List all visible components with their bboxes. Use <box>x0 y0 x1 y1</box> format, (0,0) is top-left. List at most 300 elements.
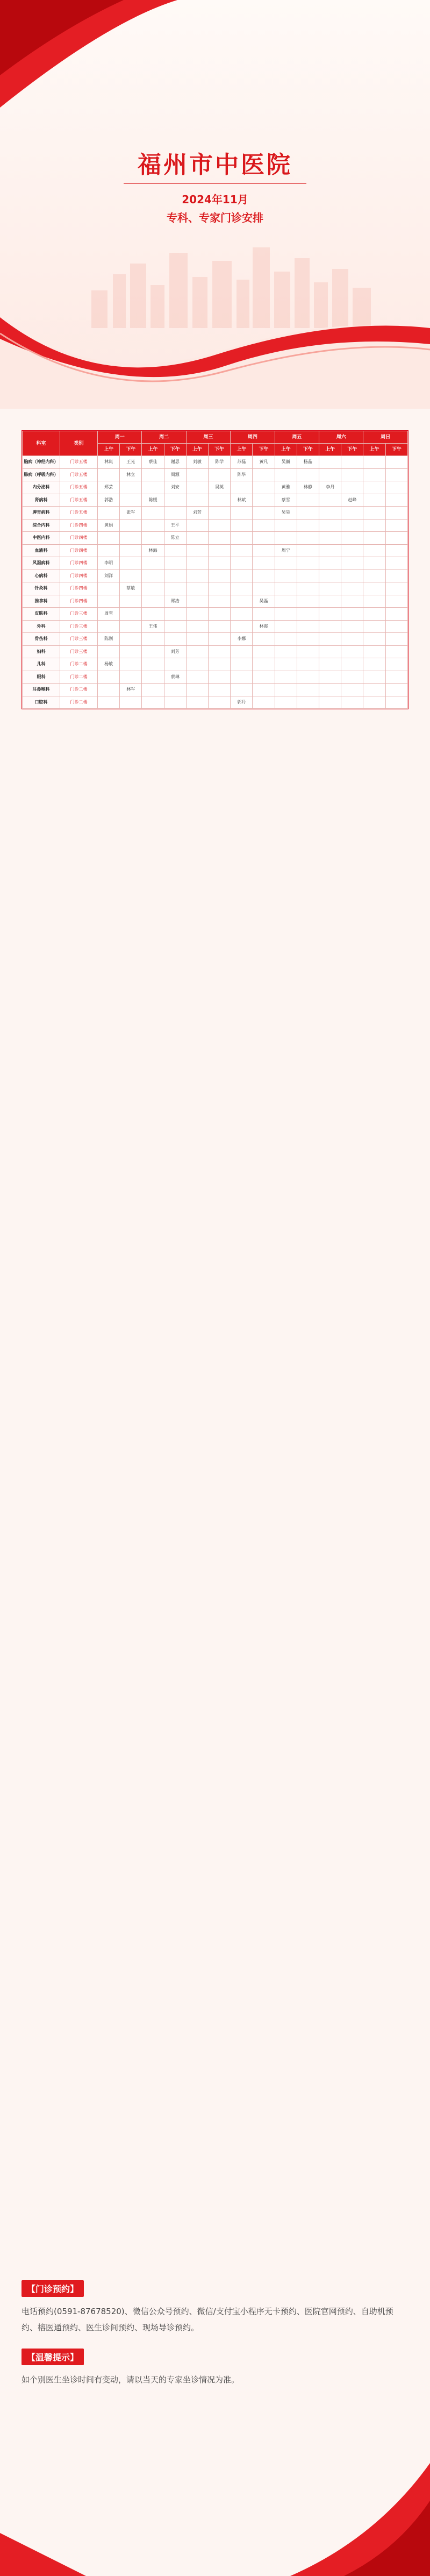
doctor-cell <box>297 468 319 481</box>
doctor-cell <box>186 633 208 646</box>
doctor-cell <box>297 595 319 608</box>
doctor-cell <box>297 684 319 696</box>
doctor-cell: 李娜 <box>231 633 253 646</box>
doctor-cell <box>319 519 341 532</box>
doctor-cell <box>385 595 407 608</box>
doctor-cell: 林军 <box>120 684 142 696</box>
dept-cell: 推拿科 <box>23 595 60 608</box>
doctor-cell <box>385 481 407 494</box>
type-cell: 门诊四楼 <box>60 544 98 557</box>
doctor-cell: 郭浩 <box>98 494 120 507</box>
doctor-cell <box>142 696 164 709</box>
table-row <box>23 456 408 469</box>
table-row <box>23 468 408 481</box>
doctor-cell <box>231 481 253 494</box>
header-type: 类别 <box>60 431 98 456</box>
doctor-cell <box>253 696 275 709</box>
doctor-cell <box>319 494 341 507</box>
doctor-cell <box>275 468 297 481</box>
doctor-cell <box>98 532 120 545</box>
doctor-cell: 周源 <box>164 468 186 481</box>
dept-cell: 口腔科 <box>23 696 60 709</box>
doctor-cell <box>341 507 363 520</box>
doctor-cell <box>120 645 142 658</box>
dept-cell: 风湿病科 <box>23 557 60 570</box>
doctor-cell <box>275 684 297 696</box>
doctor-cell: 刘安 <box>164 481 186 494</box>
header-pm: 下午 <box>164 444 186 456</box>
doctor-cell <box>363 582 385 595</box>
doctor-cell <box>319 671 341 684</box>
table-row <box>23 608 408 621</box>
doctor-cell <box>186 645 208 658</box>
doctor-cell: 吴昊 <box>275 507 297 520</box>
dept-cell: 儿科 <box>23 658 60 671</box>
table-row <box>23 595 408 608</box>
dept-cell: 皮肤科 <box>23 608 60 621</box>
doctor-cell <box>253 582 275 595</box>
doctor-cell <box>186 494 208 507</box>
doctor-cell <box>363 544 385 557</box>
doctor-cell <box>297 507 319 520</box>
doctor-cell <box>164 684 186 696</box>
dept-cell: 血液科 <box>23 544 60 557</box>
doctor-cell <box>319 532 341 545</box>
doctor-cell <box>297 658 319 671</box>
header-sun: 周日 <box>363 431 408 444</box>
doctor-cell <box>98 507 120 520</box>
doctor-cell <box>209 544 231 557</box>
doctor-cell <box>319 684 341 696</box>
table-row <box>23 645 408 658</box>
doctor-cell: 李丹 <box>319 481 341 494</box>
doctor-cell <box>209 645 231 658</box>
doctor-cell <box>186 595 208 608</box>
doctor-cell <box>164 633 186 646</box>
doctor-cell <box>363 557 385 570</box>
doctor-cell <box>142 633 164 646</box>
schedule-table <box>22 430 408 709</box>
doctor-cell <box>341 544 363 557</box>
doctor-cell: 王光 <box>120 456 142 469</box>
doctor-cell <box>297 557 319 570</box>
doctor-cell <box>231 532 253 545</box>
doctor-cell <box>253 507 275 520</box>
doctor-cell: 周宁 <box>275 544 297 557</box>
type-cell: 门诊二楼 <box>60 684 98 696</box>
doctor-cell <box>142 557 164 570</box>
header-pm: 下午 <box>297 444 319 456</box>
doctor-cell <box>120 481 142 494</box>
doctor-cell <box>209 595 231 608</box>
dept-cell: 眼科 <box>23 671 60 684</box>
doctor-cell <box>253 544 275 557</box>
doctor-cell <box>319 544 341 557</box>
doctor-cell: 蔡琳 <box>164 671 186 684</box>
doctor-cell: 王伟 <box>142 620 164 633</box>
doctor-cell <box>164 557 186 570</box>
doctor-cell <box>142 519 164 532</box>
doctor-cell <box>297 494 319 507</box>
doctor-cell <box>319 633 341 646</box>
doctor-cell <box>142 658 164 671</box>
dept-cell: 内分泌科 <box>23 481 60 494</box>
doctor-cell <box>363 519 385 532</box>
type-cell: 门诊三楼 <box>60 608 98 621</box>
doctor-cell <box>186 608 208 621</box>
table-row <box>23 582 408 595</box>
header-am: 上午 <box>363 444 385 456</box>
type-cell: 门诊四楼 <box>60 519 98 532</box>
doctor-cell <box>253 468 275 481</box>
doctor-cell <box>120 633 142 646</box>
doctor-cell <box>120 620 142 633</box>
doctor-cell <box>209 582 231 595</box>
doctor-cell <box>142 684 164 696</box>
doctor-cell <box>164 582 186 595</box>
doctor-cell <box>186 468 208 481</box>
doctor-cell <box>142 532 164 545</box>
doctor-cell: 林立 <box>120 468 142 481</box>
doctor-cell <box>120 671 142 684</box>
hero-banner <box>0 0 430 409</box>
doctor-cell <box>275 671 297 684</box>
type-cell: 门诊二楼 <box>60 696 98 709</box>
date-line: 2024年11月 <box>182 193 248 206</box>
doctor-cell <box>253 570 275 582</box>
table-row <box>23 696 408 709</box>
type-cell: 门诊五楼 <box>60 481 98 494</box>
doctor-cell <box>385 645 407 658</box>
dept-cell: 脑病（神经内科） <box>23 456 60 469</box>
doctor-cell <box>319 645 341 658</box>
header-am: 上午 <box>186 444 208 456</box>
header-tue: 周二 <box>142 431 186 444</box>
doctor-cell: 陈媛 <box>142 494 164 507</box>
header-sat: 周六 <box>319 431 363 444</box>
doctor-cell <box>231 544 253 557</box>
doctor-cell <box>385 696 407 709</box>
doctor-cell <box>186 519 208 532</box>
booking-tag: 【门诊预约】 <box>22 2280 84 2297</box>
doctor-cell: 杨敏 <box>98 658 120 671</box>
type-cell: 门诊四楼 <box>60 582 98 595</box>
table-row <box>23 519 408 532</box>
doctor-cell <box>209 608 231 621</box>
doctor-cell <box>164 658 186 671</box>
doctor-cell <box>98 684 120 696</box>
doctor-cell <box>363 608 385 621</box>
doctor-cell <box>98 595 120 608</box>
doctor-cell: 郭丹 <box>231 696 253 709</box>
doctor-cell <box>341 468 363 481</box>
doctor-cell <box>319 658 341 671</box>
type-cell: 门诊五楼 <box>60 507 98 520</box>
title-block <box>102 145 328 227</box>
doctor-cell <box>231 595 253 608</box>
doctor-cell <box>120 658 142 671</box>
doctor-cell <box>120 570 142 582</box>
doctor-cell <box>186 658 208 671</box>
doctor-cell <box>98 544 120 557</box>
doctor-cell <box>319 582 341 595</box>
dept-cell: 肺病（呼吸内科） <box>23 468 60 481</box>
type-cell: 门诊四楼 <box>60 532 98 545</box>
dept-cell: 妇科 <box>23 645 60 658</box>
doctor-cell: 蔡佳 <box>142 456 164 469</box>
doctor-cell <box>186 671 208 684</box>
doctor-cell <box>209 696 231 709</box>
table-row <box>23 481 408 494</box>
doctor-cell <box>319 608 341 621</box>
type-cell: 门诊五楼 <box>60 468 98 481</box>
dept-cell: 中医内科 <box>23 532 60 545</box>
doctor-cell <box>341 620 363 633</box>
doctor-cell <box>120 494 142 507</box>
doctor-cell: 陈刚 <box>98 633 120 646</box>
doctor-cell <box>253 481 275 494</box>
doctor-cell <box>275 557 297 570</box>
doctor-cell <box>253 494 275 507</box>
dept-cell: 骨伤科 <box>23 633 60 646</box>
doctor-cell <box>164 494 186 507</box>
doctor-cell <box>253 633 275 646</box>
doctor-cell <box>98 671 120 684</box>
doctor-cell <box>231 557 253 570</box>
doctor-cell <box>98 582 120 595</box>
doctor-cell <box>164 608 186 621</box>
doctor-cell <box>385 671 407 684</box>
header-pm: 下午 <box>341 444 363 456</box>
doctor-cell: 刘敏 <box>186 456 208 469</box>
doctor-cell <box>385 570 407 582</box>
doctor-cell: 黄凡 <box>253 456 275 469</box>
doctor-cell <box>209 519 231 532</box>
tips-text: 如个别医生坐诊时间有变动，请以当天的专家坐诊情况为准。 <box>22 2375 240 2385</box>
doctor-cell <box>98 620 120 633</box>
doctor-cell <box>142 608 164 621</box>
doctor-cell: 周雪 <box>98 608 120 621</box>
doctor-cell <box>142 468 164 481</box>
doctor-cell <box>186 481 208 494</box>
doctor-cell <box>98 468 120 481</box>
doctor-cell: 陈学 <box>209 456 231 469</box>
doctor-cell <box>275 645 297 658</box>
doctor-cell: 林岚 <box>98 456 120 469</box>
doctor-cell <box>253 557 275 570</box>
dept-cell: 外科 <box>23 620 60 633</box>
header-thu: 周四 <box>231 431 275 444</box>
doctor-cell <box>385 582 407 595</box>
doctor-cell <box>385 633 407 646</box>
header-am: 上午 <box>231 444 253 456</box>
doctor-cell <box>142 671 164 684</box>
doctor-cell <box>363 456 385 469</box>
header-pm: 下午 <box>385 444 407 456</box>
table-row <box>23 633 408 646</box>
doctor-cell <box>341 557 363 570</box>
doctor-cell <box>275 633 297 646</box>
doctor-cell <box>363 468 385 481</box>
dept-cell: 综合内科 <box>23 519 60 532</box>
doctor-cell <box>142 645 164 658</box>
header-pm: 下午 <box>209 444 231 456</box>
doctor-cell <box>319 557 341 570</box>
doctor-cell <box>363 481 385 494</box>
doctor-cell <box>341 658 363 671</box>
type-cell: 门诊四楼 <box>60 595 98 608</box>
doctor-cell <box>231 608 253 621</box>
doctor-cell <box>363 658 385 671</box>
table-row <box>23 671 408 684</box>
doctor-cell: 郑芸 <box>98 481 120 494</box>
doctor-cell <box>319 456 341 469</box>
doctor-cell <box>186 684 208 696</box>
table-row <box>23 570 408 582</box>
doctor-cell: 林斌 <box>231 494 253 507</box>
header-am: 上午 <box>142 444 164 456</box>
doctor-cell <box>385 532 407 545</box>
doctor-cell <box>164 507 186 520</box>
header-am: 上午 <box>98 444 120 456</box>
doctor-cell <box>186 696 208 709</box>
doctor-cell: 刘芳 <box>164 645 186 658</box>
doctor-cell <box>120 696 142 709</box>
doctor-cell <box>341 608 363 621</box>
doctor-cell <box>297 544 319 557</box>
doctor-cell <box>209 532 231 545</box>
doctor-cell <box>142 570 164 582</box>
dept-cell: 针灸科 <box>23 582 60 595</box>
doctor-cell: 赵峰 <box>341 494 363 507</box>
doctor-cell <box>142 481 164 494</box>
doctor-cell <box>120 557 142 570</box>
doctor-cell <box>209 684 231 696</box>
doctor-cell <box>231 645 253 658</box>
doctor-cell <box>363 507 385 520</box>
doctor-cell <box>231 507 253 520</box>
doctor-cell <box>275 620 297 633</box>
doctor-cell <box>142 507 164 520</box>
doctor-cell: 刘芳 <box>186 507 208 520</box>
doctor-cell <box>363 645 385 658</box>
doctor-cell <box>209 658 231 671</box>
doctor-cell <box>319 468 341 481</box>
doctor-cell <box>297 696 319 709</box>
doctor-cell <box>341 684 363 696</box>
doctor-cell <box>341 570 363 582</box>
doctor-cell <box>231 684 253 696</box>
doctor-cell <box>297 620 319 633</box>
dept-cell: 心病科 <box>23 570 60 582</box>
doctor-cell: 陈立 <box>164 532 186 545</box>
doctor-cell <box>341 532 363 545</box>
doctor-cell <box>142 595 164 608</box>
doctor-cell <box>231 570 253 582</box>
doctor-cell <box>341 456 363 469</box>
doctor-cell <box>341 595 363 608</box>
header-am: 上午 <box>319 444 341 456</box>
doctor-cell <box>385 494 407 507</box>
doctor-cell <box>275 570 297 582</box>
doctor-cell <box>253 532 275 545</box>
doctor-cell: 李明 <box>98 557 120 570</box>
doctor-cell: 林海 <box>142 544 164 557</box>
doctor-cell <box>319 620 341 633</box>
doctor-cell <box>363 684 385 696</box>
doctor-cell: 陈华 <box>231 468 253 481</box>
doctor-cell <box>209 620 231 633</box>
dept-cell: 耳鼻喉科 <box>23 684 60 696</box>
doctor-cell <box>341 633 363 646</box>
doctor-cell <box>253 519 275 532</box>
doctor-cell: 吴英 <box>209 481 231 494</box>
header-pm: 下午 <box>253 444 275 456</box>
table-row <box>23 684 408 696</box>
dept-cell: 肾病科 <box>23 494 60 507</box>
table-row <box>23 494 408 507</box>
table-row <box>23 544 408 557</box>
table-row <box>23 532 408 545</box>
doctor-cell <box>120 519 142 532</box>
doctor-cell <box>253 658 275 671</box>
dept-cell: 脾胃病科 <box>23 507 60 520</box>
doctor-cell <box>275 658 297 671</box>
doctor-cell: 蔡雪 <box>275 494 297 507</box>
doctor-cell <box>253 608 275 621</box>
doctor-cell <box>186 620 208 633</box>
type-cell: 门诊五楼 <box>60 456 98 469</box>
doctor-cell <box>164 544 186 557</box>
doctor-cell <box>363 671 385 684</box>
doctor-cell <box>363 570 385 582</box>
doctor-cell <box>297 570 319 582</box>
header-mon: 周一 <box>98 431 142 444</box>
doctor-cell: 谢思 <box>164 456 186 469</box>
doctor-cell <box>297 645 319 658</box>
doctor-cell <box>231 671 253 684</box>
doctor-cell <box>186 544 208 557</box>
type-cell: 门诊三楼 <box>60 633 98 646</box>
doctor-cell <box>253 684 275 696</box>
doctor-cell <box>363 620 385 633</box>
header-pm: 下午 <box>120 444 142 456</box>
doctor-cell: 王平 <box>164 519 186 532</box>
doctor-cell <box>297 608 319 621</box>
type-cell: 门诊四楼 <box>60 570 98 582</box>
doctor-cell <box>363 633 385 646</box>
doctor-cell <box>209 557 231 570</box>
doctor-cell <box>385 519 407 532</box>
doctor-cell <box>385 456 407 469</box>
doctor-cell: 吴巍 <box>275 456 297 469</box>
doctor-cell <box>209 570 231 582</box>
doctor-cell <box>98 645 120 658</box>
type-cell: 门诊五楼 <box>60 494 98 507</box>
doctor-cell <box>186 557 208 570</box>
notes-section <box>22 2280 408 2401</box>
tips-tag: 【温馨提示】 <box>22 2349 84 2365</box>
doctor-cell <box>120 595 142 608</box>
header-fri: 周五 <box>275 431 319 444</box>
type-cell: 门诊三楼 <box>60 645 98 658</box>
doctor-cell <box>209 507 231 520</box>
header-am: 上午 <box>275 444 297 456</box>
table-row <box>23 620 408 633</box>
doctor-cell: 林霞 <box>253 620 275 633</box>
table-row <box>23 658 408 671</box>
doctor-cell <box>164 620 186 633</box>
